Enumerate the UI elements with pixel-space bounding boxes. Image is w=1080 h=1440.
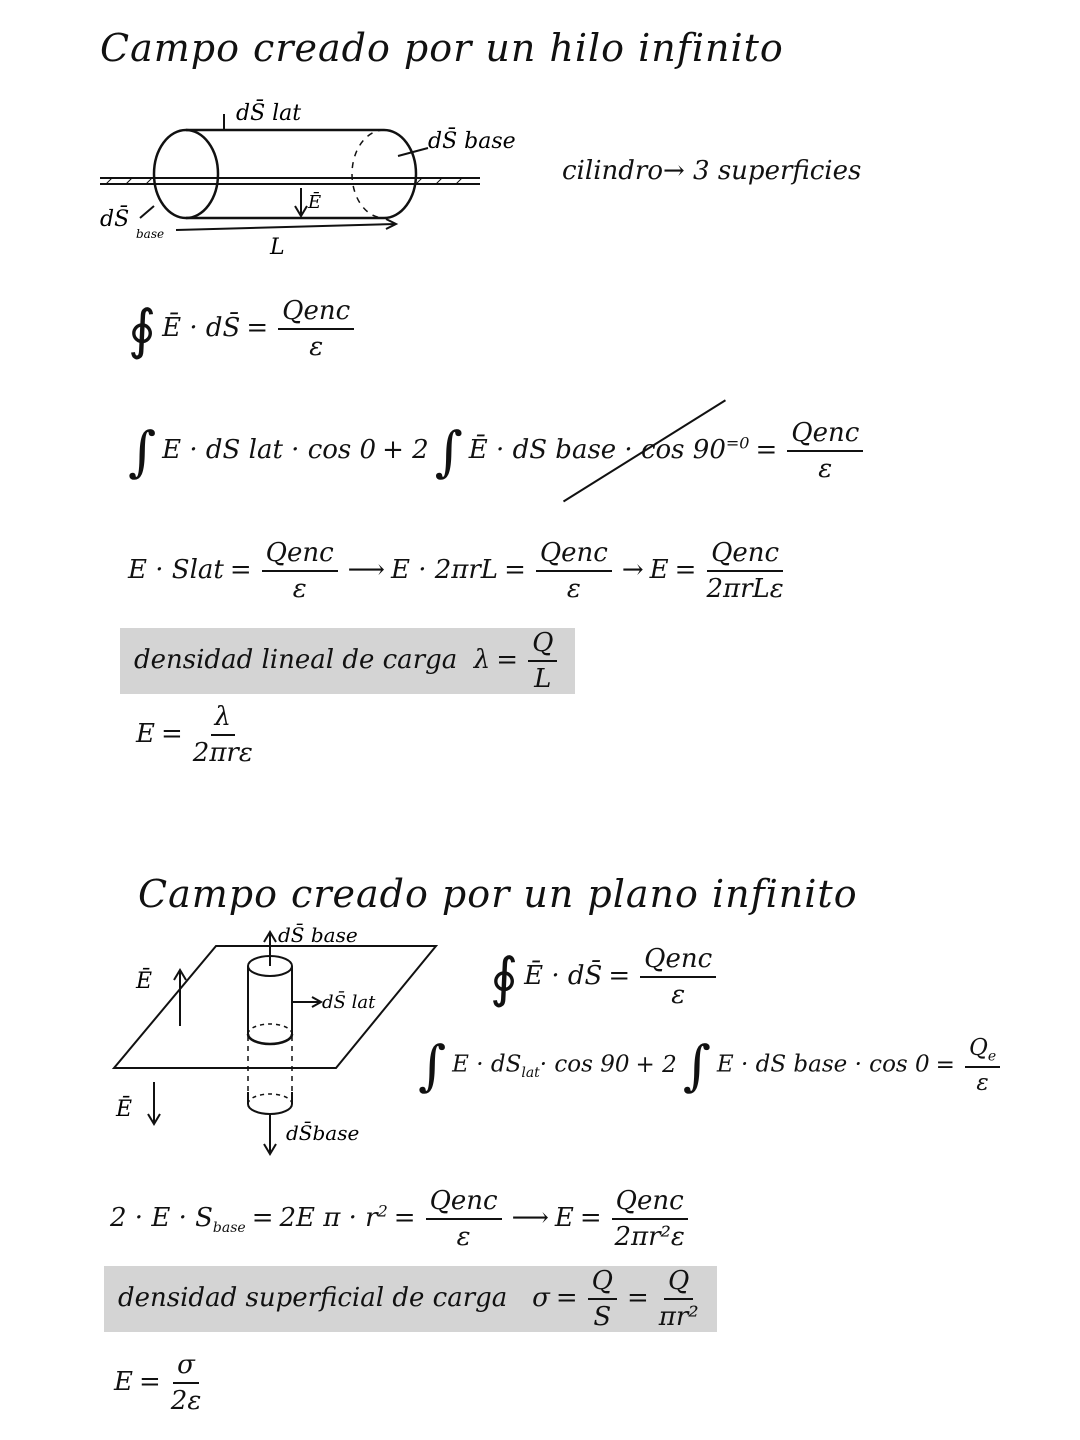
surface-density-highlight: densidad superficial de carga σ = $\frac{Q}{S}$ = $\frac{Q}{\text{πr²}}$ xyxy=(104,1266,717,1332)
ds-base-top-label: dS̄ base xyxy=(278,923,358,947)
plane-gauss-law-eq: ∮ Ē · dS̄ = $\frac{\text{Qenc}}{\varepsilon}$ xyxy=(490,944,720,1010)
linear-density-highlight: densidad lineal de carga λ = $\frac{Q}{L}$ xyxy=(120,628,575,694)
surfaces-note: cilindro→ 3 superficies xyxy=(562,156,862,186)
e-down-label: Ē xyxy=(116,1097,133,1122)
struck-base-term: base · cos 90 xyxy=(555,435,726,465)
ds-lat-label-plane: dS̄ lat xyxy=(322,992,376,1013)
ds-base-right-label: dS̄ base xyxy=(428,129,516,154)
section1-title: Campo creado por un hilo infinito xyxy=(100,26,784,70)
wire-cylinder-diagram xyxy=(96,96,556,266)
field-derivation-eq: E · Slat = $\frac{\text{Qenc}}{\varepsilon}$ ⟶ E · 2πrL = $\frac{\text{Qenc}}{\varepsilon}$ → E = $\frac{\text{Qenc}}{\text{2πrLε}}$ xyxy=(128,538,784,604)
wire-field-result: E = $\frac{\lambda}{\text{2πrε}}$ xyxy=(136,702,253,768)
plane-flux-split-eq: ∫ $E \cdot dS_{lat}\cdot \cos 90 + 2$ ∫ E · dS base · cos 0 = $\frac{Q_e}{\varepsilon}$ xyxy=(418,1034,1004,1097)
ds-base-bottom-label: dS̄base xyxy=(286,1121,360,1145)
ds-base-left-label: dS̄ xyxy=(100,207,130,232)
gauss-law-eq: ∮ Ē · dS̄ = $\frac{\text{Qenc}}{\varepsilon}$ xyxy=(128,296,358,362)
plane-field-derivation-eq: $2 \cdot E \cdot S_{base} = 2E$ $\pi \cdot r^2$ = $\frac{\text{Qenc}}{\varepsilon}$ ⟶ E = $\frac{\text{Qenc}}{\text{2πr²ε}}$ xyxy=(110,1186,692,1252)
plane-cylinder-diagram xyxy=(106,922,446,1162)
e-up-label: Ē xyxy=(136,969,153,994)
flux-split-eq: ∫ E · dS lat · cos 0 + 2 ∫ Ē · dS base · $\cos 90^{=0}$ = $\frac{\text{Qenc}}{\varepsilon}$ xyxy=(128,418,867,484)
length-label: L xyxy=(270,235,285,260)
e-vector-label: Ē xyxy=(308,192,322,213)
section2-title: Campo creado por un plano infinito xyxy=(138,872,858,916)
ds-base-left-sub: base xyxy=(136,227,165,241)
ds-lat-label: dS̄ lat xyxy=(236,101,302,126)
plane-field-result: E = $\frac{\sigma}{2\varepsilon}$ xyxy=(114,1350,202,1416)
